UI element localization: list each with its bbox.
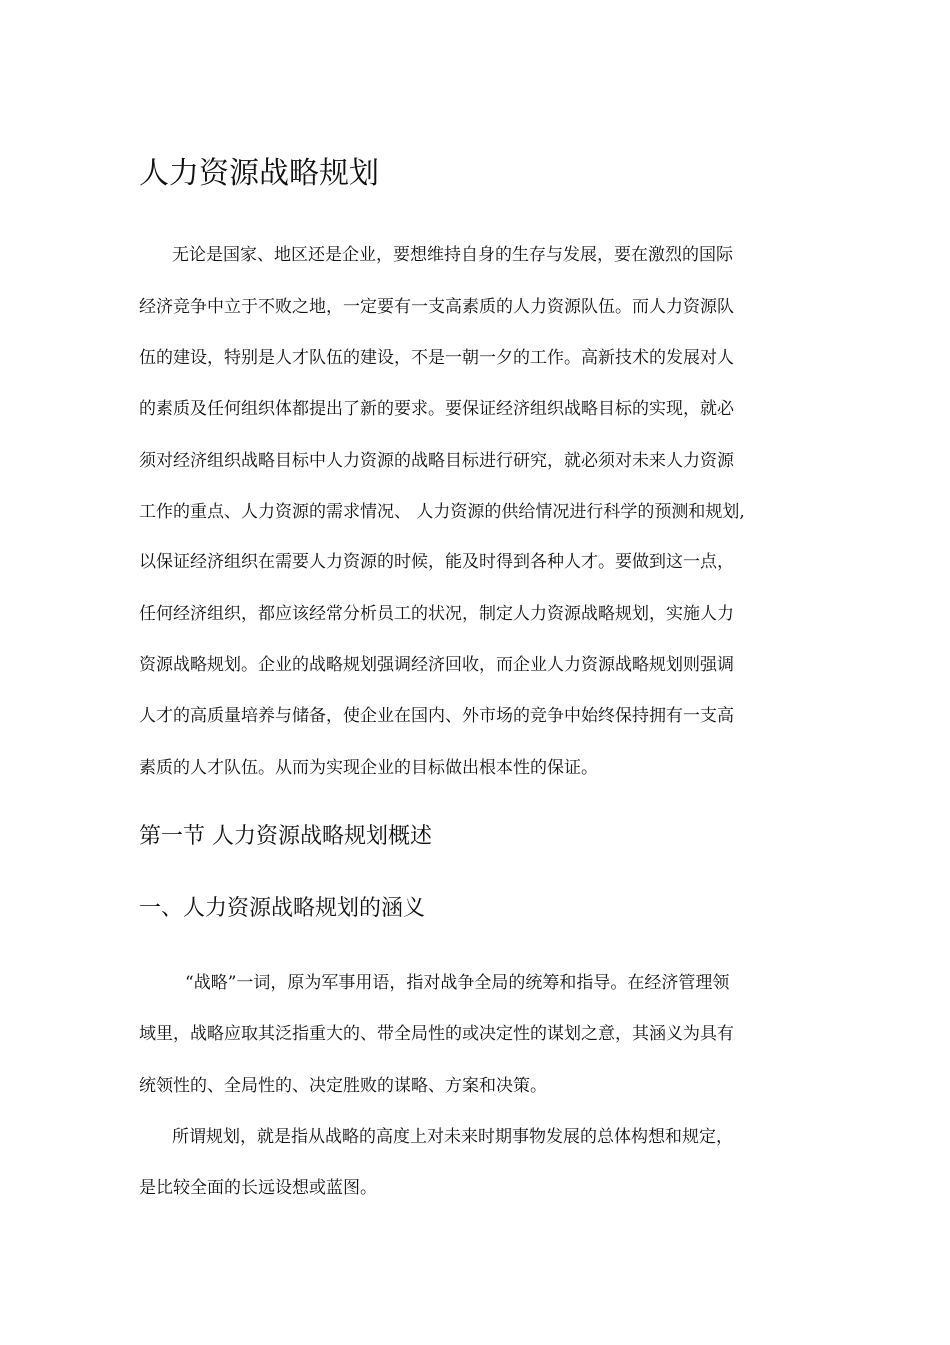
document-title: 人力资源战略规划 [139,156,379,191]
intro-line-5: 须对经济组织战略目标中人力资源的战略目标进行研究，就必须对未来人力资源 [139,451,734,471]
intro-line-11: 素质的人才队伍。从而为实现企业的目标做出根本性的保证。 [139,758,598,778]
intro-line-9: 资源战略规划。企业的战略规划强调经济回收，而企业人力资源战略规划则强调 [139,655,734,675]
intro-line-4: 的素质及任何组织体都提出了新的要求。要保证经济组织战略目标的实现，就必 [139,399,734,419]
intro-line-7: 以保证经济组织在需要人力资源的时候，能及时得到各种人才。要做到这一点， [139,552,734,572]
subsection-heading: 一、人力资源战略规划的涵义 [139,896,426,921]
planning-line-1: 所谓规划，就是指从战略的高度上对未来时期事物发展的总体构想和规定， [172,1127,733,1147]
strategy-line-3: 统领性的、全局性的、决定胜败的谋略、方案和决策。 [139,1076,547,1096]
intro-line-3: 伍的建设，特别是人才队伍的建设，不是一朝一夕的工作。高新技术的发展对人 [139,348,734,368]
strategy-line-1: “战略”一词，原为军事用语，指对战争全局的统筹和指导。在经济管理领 [185,973,730,993]
planning-line-2: 是比较全面的长远设想或蓝图。 [139,1178,377,1198]
intro-line-8: 任何经济组织，都应该经常分析员工的状况，制定人力资源战略规划，实施人力 [139,604,734,624]
section-heading: 第一节 人力资源战略规划概述 [139,824,432,849]
intro-line-2: 经济竞争中立于不败之地，一定要有一支高素质的人力资源队伍。而人力资源队 [139,297,734,317]
intro-line-6: 工作的重点、人力资源的需求情况、 人力资源的供给情况进行科学的预测和规划, [139,502,745,522]
strategy-line-2: 域里，战略应取其泛指重大的、带全局性的或决定性的谋划之意，其涵义为具有 [139,1024,734,1044]
intro-line-10: 人才的高质量培养与储备，使企业在国内、外市场的竞争中始终保持拥有一支高 [139,706,734,726]
intro-line-1: 无论是国家、地区还是企业，要想维持自身的生存与发展，要在激烈的国际 [172,245,733,265]
